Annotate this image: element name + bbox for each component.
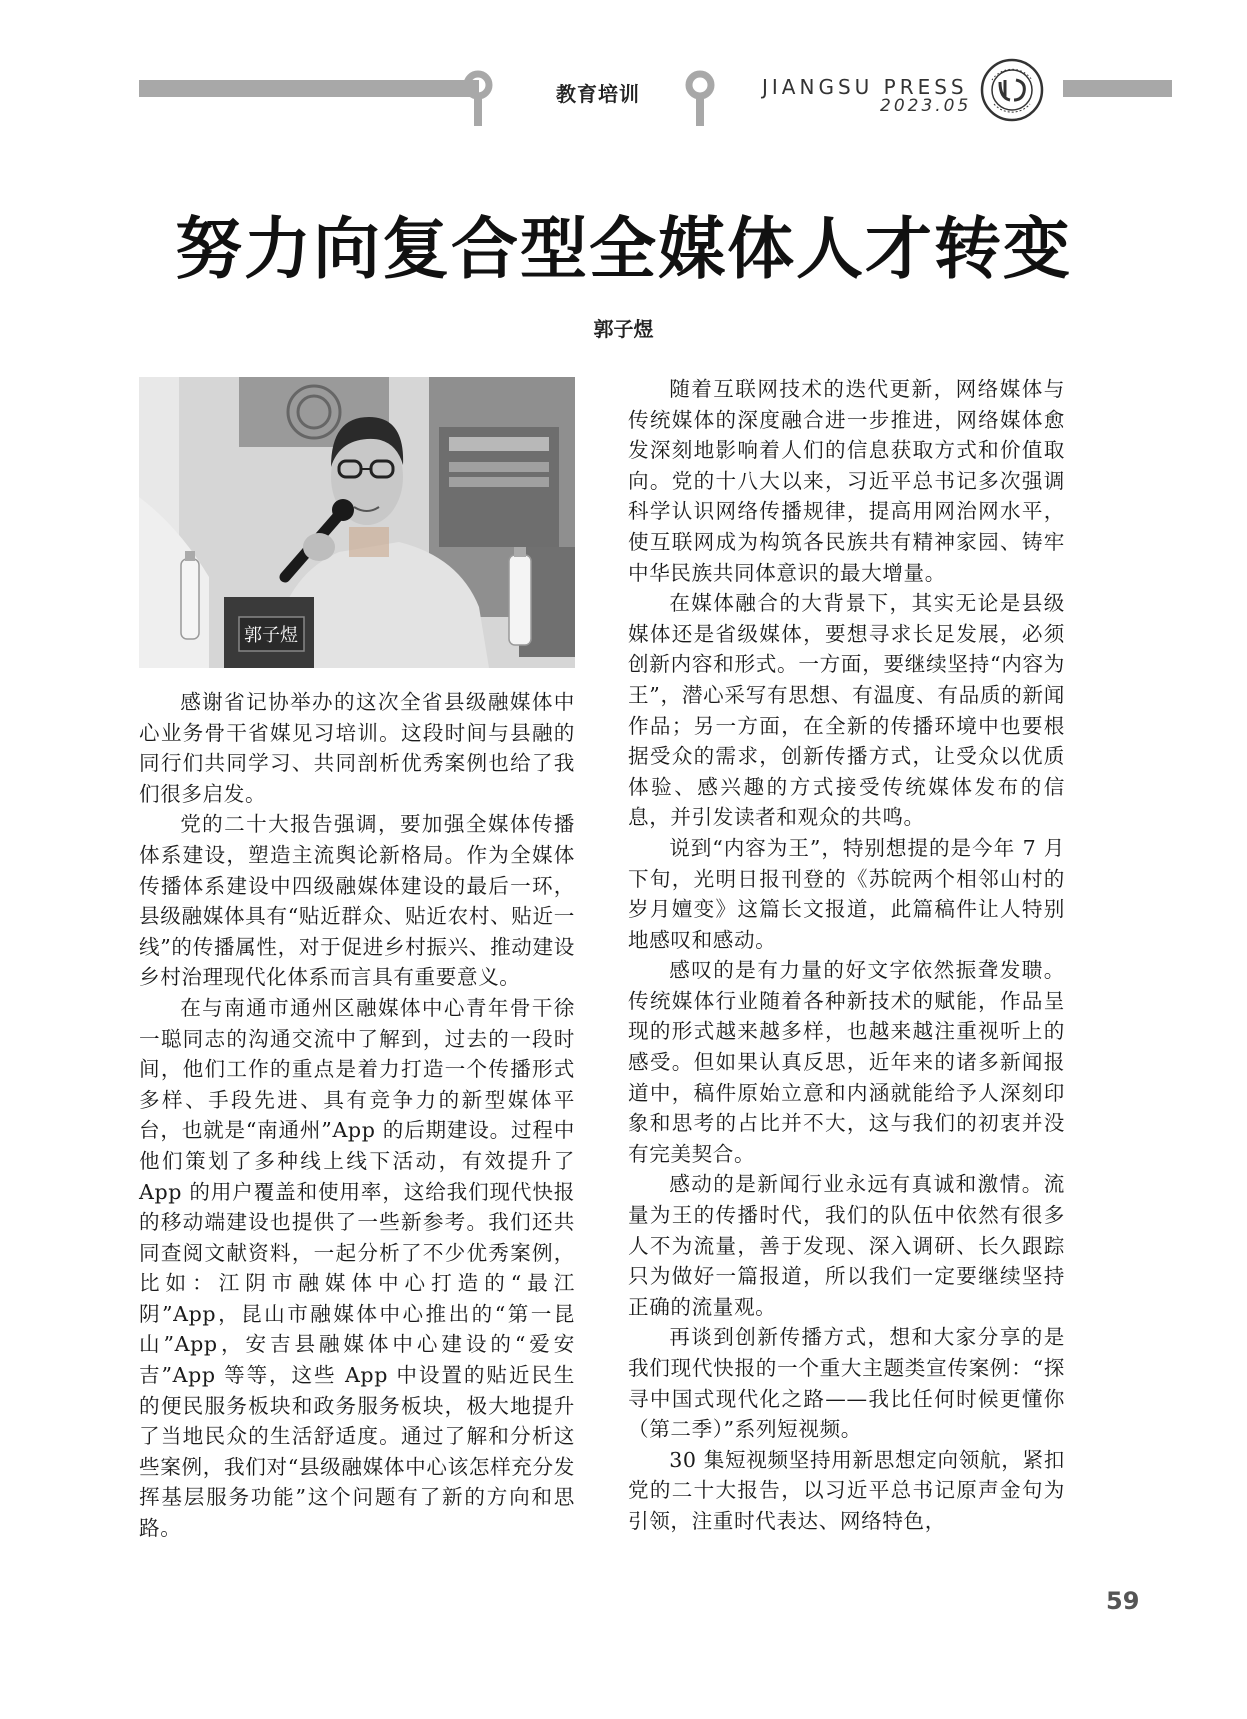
article-author: 郭子煜 <box>593 317 654 341</box>
journal-name: JIANGSU PRESS <box>762 75 968 99</box>
paragraph: 在与南通市通州区融媒体中心青年骨干徐一聪同志的沟通交流中了解到，过去的一段时间，他们工作的重点是着力打造一个传播形式多样、手段先进、具有竞争力的新型媒体平台，也就是“南通州”App 的后期建设。过程中他们策划了多种线上线下活动，有效提升了 App 的用户覆盖和使用率，这给我们现代快报的移动端建设也提供了一些新参考。我们还共同查阅文献资料，一起分析了不少优秀案例，比如：江阴市融媒体中心打造的“最江阴”App，昆山市融媒体中心推出的“第一昆山”App，安吉县融媒体中心建设的“爱安吉”App 等等，这些 App 中设置的贴近民生的便民服务板块和政务服务板块，极大地提升了当地民众的生活舒适度。通过了解和分析这些案例，我们对“县级融媒体中心该怎样充分发挥基层服务功能”这个问题有了新的方向和思路。 <box>139 995 575 1541</box>
page-number: 59 <box>1106 1587 1140 1615</box>
paragraph: 感动的是新闻行业永远有真诚和激情。流量为王的传播时代，我们的队伍中依然有很多人不为流量，善于发现、深入调研、长久跟踪只为做好一篇报道，所以我们一定要继续坚持正确的流量观。 <box>628 1172 1065 1319</box>
speaker-nameplate: 郭子煜 <box>244 625 298 646</box>
header-rule-left <box>139 80 479 97</box>
article-title: 努力向复合型全媒体人才转变 <box>175 210 1072 288</box>
paragraph: 感叹的是有力量的好文字依然振聋发聩。传统媒体行业随着各种新技术的赋能，作品呈现的形式越来越多样，也越来越注重视听上的感受。但如果认真反思，近年来的诸多新闻报道中，稿件原始立意和内涵就能给予人深刻印象和思考的占比并不大，这与我们的初衷并没有完美契合。 <box>628 958 1065 1166</box>
right-column <box>628 374 1065 1537</box>
paragraph: 30 集短视频坚持用新思想定向领航，紧扣党的二十大报告，以习近平总书记原声金句为引领，注重时代表达、网络特色， <box>628 1447 1065 1533</box>
header-rule-right <box>1063 80 1172 97</box>
paragraph: 在媒体融合的大背景下，其实无论是县级媒体还是省级媒体，要想寻求长足发展，必须创新内容和形式。一方面，要继续坚持“内容为王”，潜心采写有思想、有温度、有品质的新闻作品；另一方面，在全新的传播环境中也要根据受众的需求，创新传播方式，让受众以优质体验、感兴趣的方式接受传统媒体发布的信息，并引发读者和观众的共鸣。 <box>628 591 1065 830</box>
paragraph: 随着互联网技术的迭代更新，网络媒体与传统媒体的深度融合进一步推进，网络媒体愈发深刻地影响着人们的信息获取方式和价值取向。党的十八大以来，习近平总书记多次强调科学认识网络传播规律，提高用网治网水平，使互联网成为构筑各民族共有精神家园、铸牢中华民族共同体意识的最大增量。 <box>628 377 1065 585</box>
location-pin-icon <box>685 70 715 128</box>
paragraph: 说到“内容为王”，特别想提的是今年 7 月下旬，光明日报刊登的《苏皖两个相邻山村的岁月嬗变》这篇长文报道，此篇稿件让人特别地感叹和感动。 <box>628 835 1065 952</box>
issue-date: 2023.05 <box>880 96 972 116</box>
journal-seal-logo <box>980 58 1044 122</box>
section-label: 教育培训 <box>556 82 640 106</box>
speaker-photo <box>139 377 575 668</box>
paragraph: 再谈到创新传播方式，想和大家分享的是我们现代快报的一个重大主题类宣传案例：“探寻中国式现代化之路——我比任何时候更懂你（第二季）”系列短视频。 <box>628 1325 1065 1442</box>
left-column <box>139 687 575 1544</box>
paragraph: 党的二十大报告强调，要加强全媒体传播体系建设，塑造主流舆论新格局。作为全媒体传播体系建设中四级融媒体建设的最后一环，县级融媒体具有“贴近群众、贴近农村、贴近一线”的传播属性，对于促进乡村振兴、推动建设乡村治理现代化体系而言具有重要意义。 <box>139 812 575 990</box>
paragraph: 感谢省记协举办的这次全省县级融媒体中心业务骨干省媒见习培训。这段时间与县融的同行们共同学习、共同剖析优秀案例也给了我们很多启发。 <box>139 690 575 806</box>
location-pin-icon <box>463 70 493 128</box>
